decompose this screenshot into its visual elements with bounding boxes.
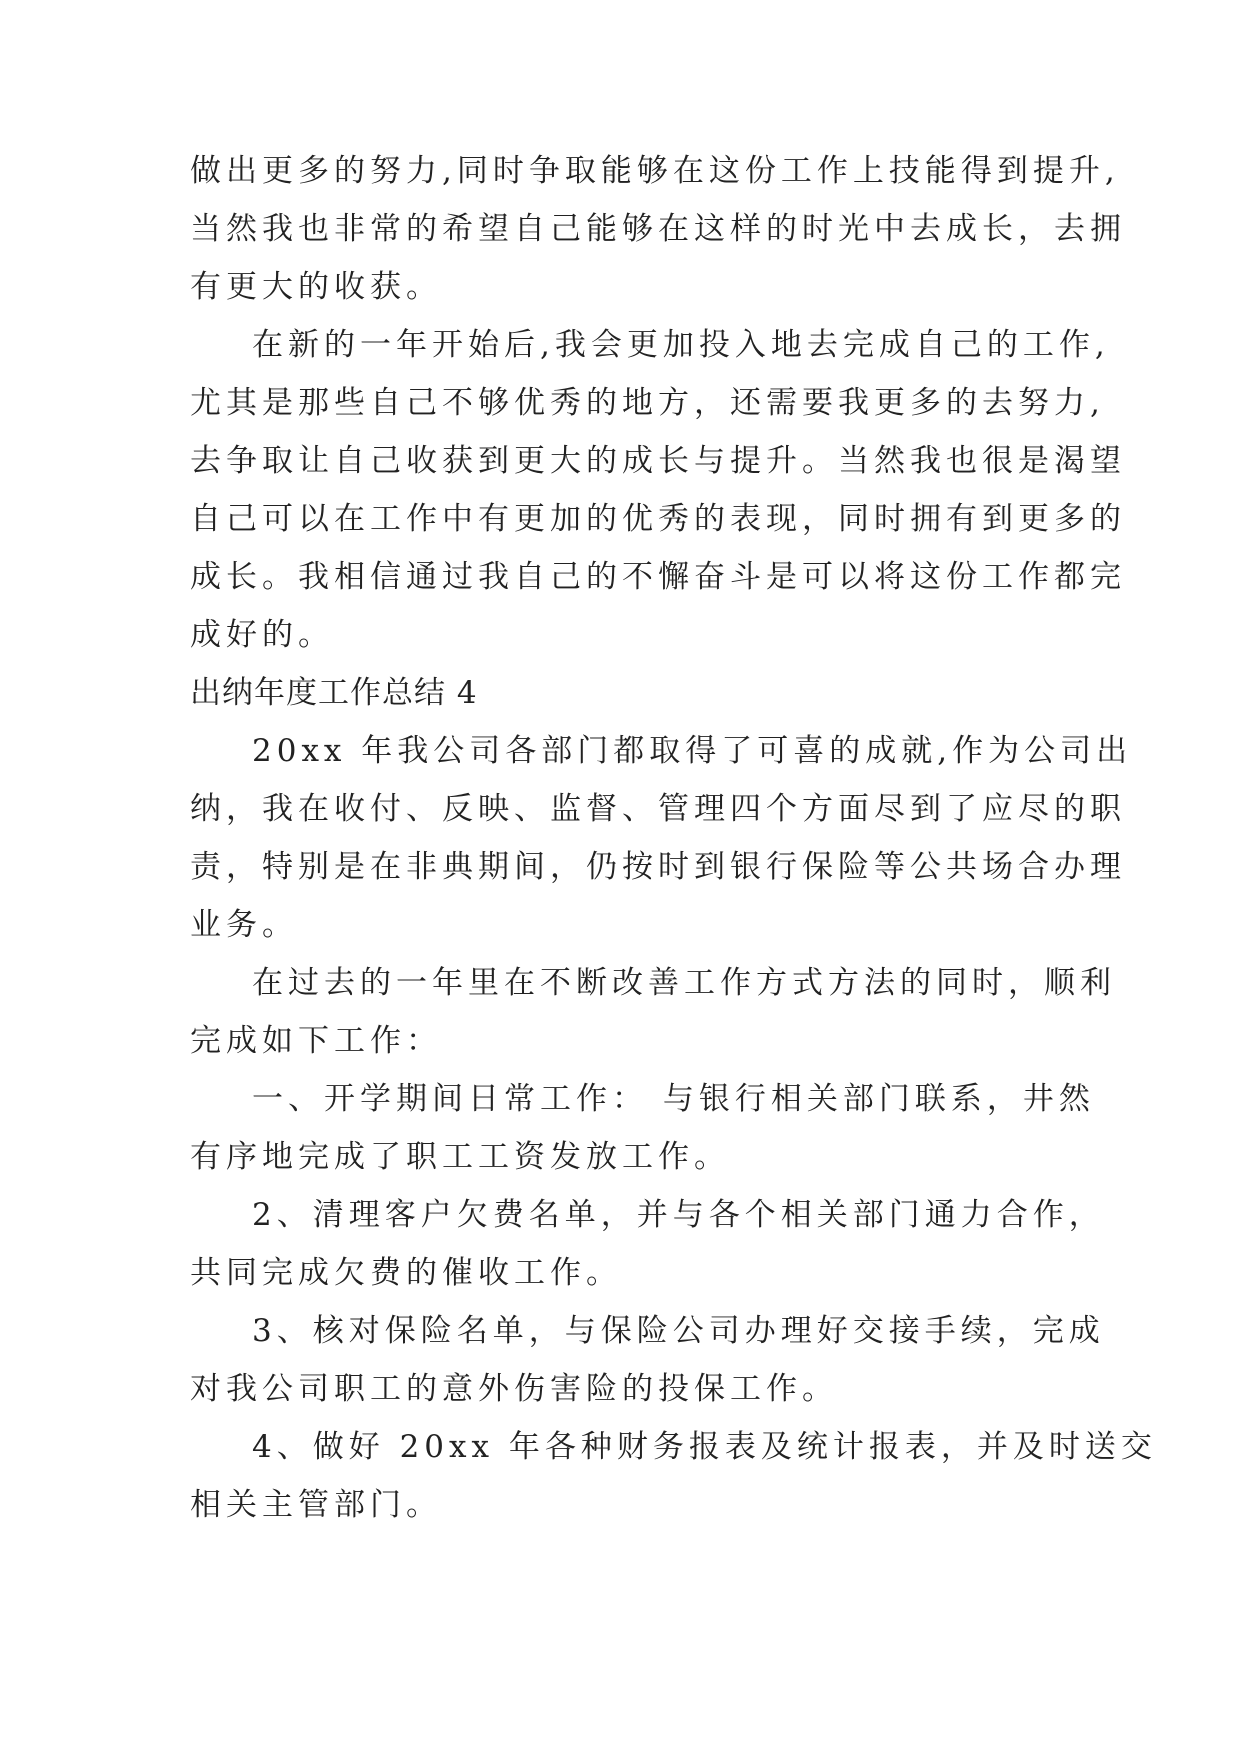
paragraph-line: 责，特别是在非典期间，仍按时到银行保险等公共场合办理	[190, 849, 1126, 885]
paragraph-line: 在过去的一年里在不断改善工作方式方法的同时，顺利	[252, 965, 1116, 1001]
paragraph-line: 完成如下工作：	[190, 1023, 442, 1059]
paragraph-line: 当然我也非常的希望自己能够在这样的时光中去成长，去拥	[190, 211, 1126, 247]
paragraph-line: 做出更多的努力,同时争取能够在这份工作上技能得到提升,	[190, 153, 1120, 189]
list-item-line: 有序地完成了职工工资发放工作。	[190, 1139, 730, 1175]
list-item-line: 共同完成欠费的催收工作。	[190, 1255, 622, 1291]
list-item-line: 4、做好 20xx 年各种财务报表及统计报表，并及时送交	[252, 1429, 1157, 1465]
paragraph-line: 去争取让自己收获到更大的成长与提升。当然我也很是渴望	[190, 443, 1126, 479]
list-item-line: 3、核对保险名单，与保险公司办理好交接手续，完成	[252, 1313, 1105, 1349]
paragraph-line: 成好的。	[190, 617, 334, 653]
paragraph-line: 20xx 年我公司各部门都取得了可喜的成就,作为公司出	[252, 733, 1133, 769]
list-item-line: 一、开学期间日常工作： 与银行相关部门联系，井然	[252, 1081, 1095, 1117]
list-item-line: 相关主管部门。	[190, 1487, 442, 1523]
paragraph-line: 业务。	[190, 907, 298, 943]
list-item-line: 2、清理客户欠费名单，并与各个相关部门通力合作，	[252, 1197, 1105, 1233]
paragraph-line: 纳，我在收付、反映、监督、管理四个方面尽到了应尽的职	[190, 791, 1126, 827]
section-heading: 出纳年度工作总结 4	[190, 675, 478, 711]
paragraph-line: 尤其是那些自己不够优秀的地方，还需要我更多的去努力,	[190, 385, 1105, 421]
paragraph-line: 有更大的收获。	[190, 269, 442, 305]
paragraph-line: 在新的一年开始后,我会更加投入地去完成自己的工作,	[252, 327, 1110, 363]
paragraph-line: 自己可以在工作中有更加的优秀的表现，同时拥有到更多的	[190, 501, 1126, 537]
paragraph-line: 成长。我相信通过我自己的不懈奋斗是可以将这份工作都完	[190, 559, 1126, 595]
list-item-line: 对我公司职工的意外伤害险的投保工作。	[190, 1371, 838, 1407]
